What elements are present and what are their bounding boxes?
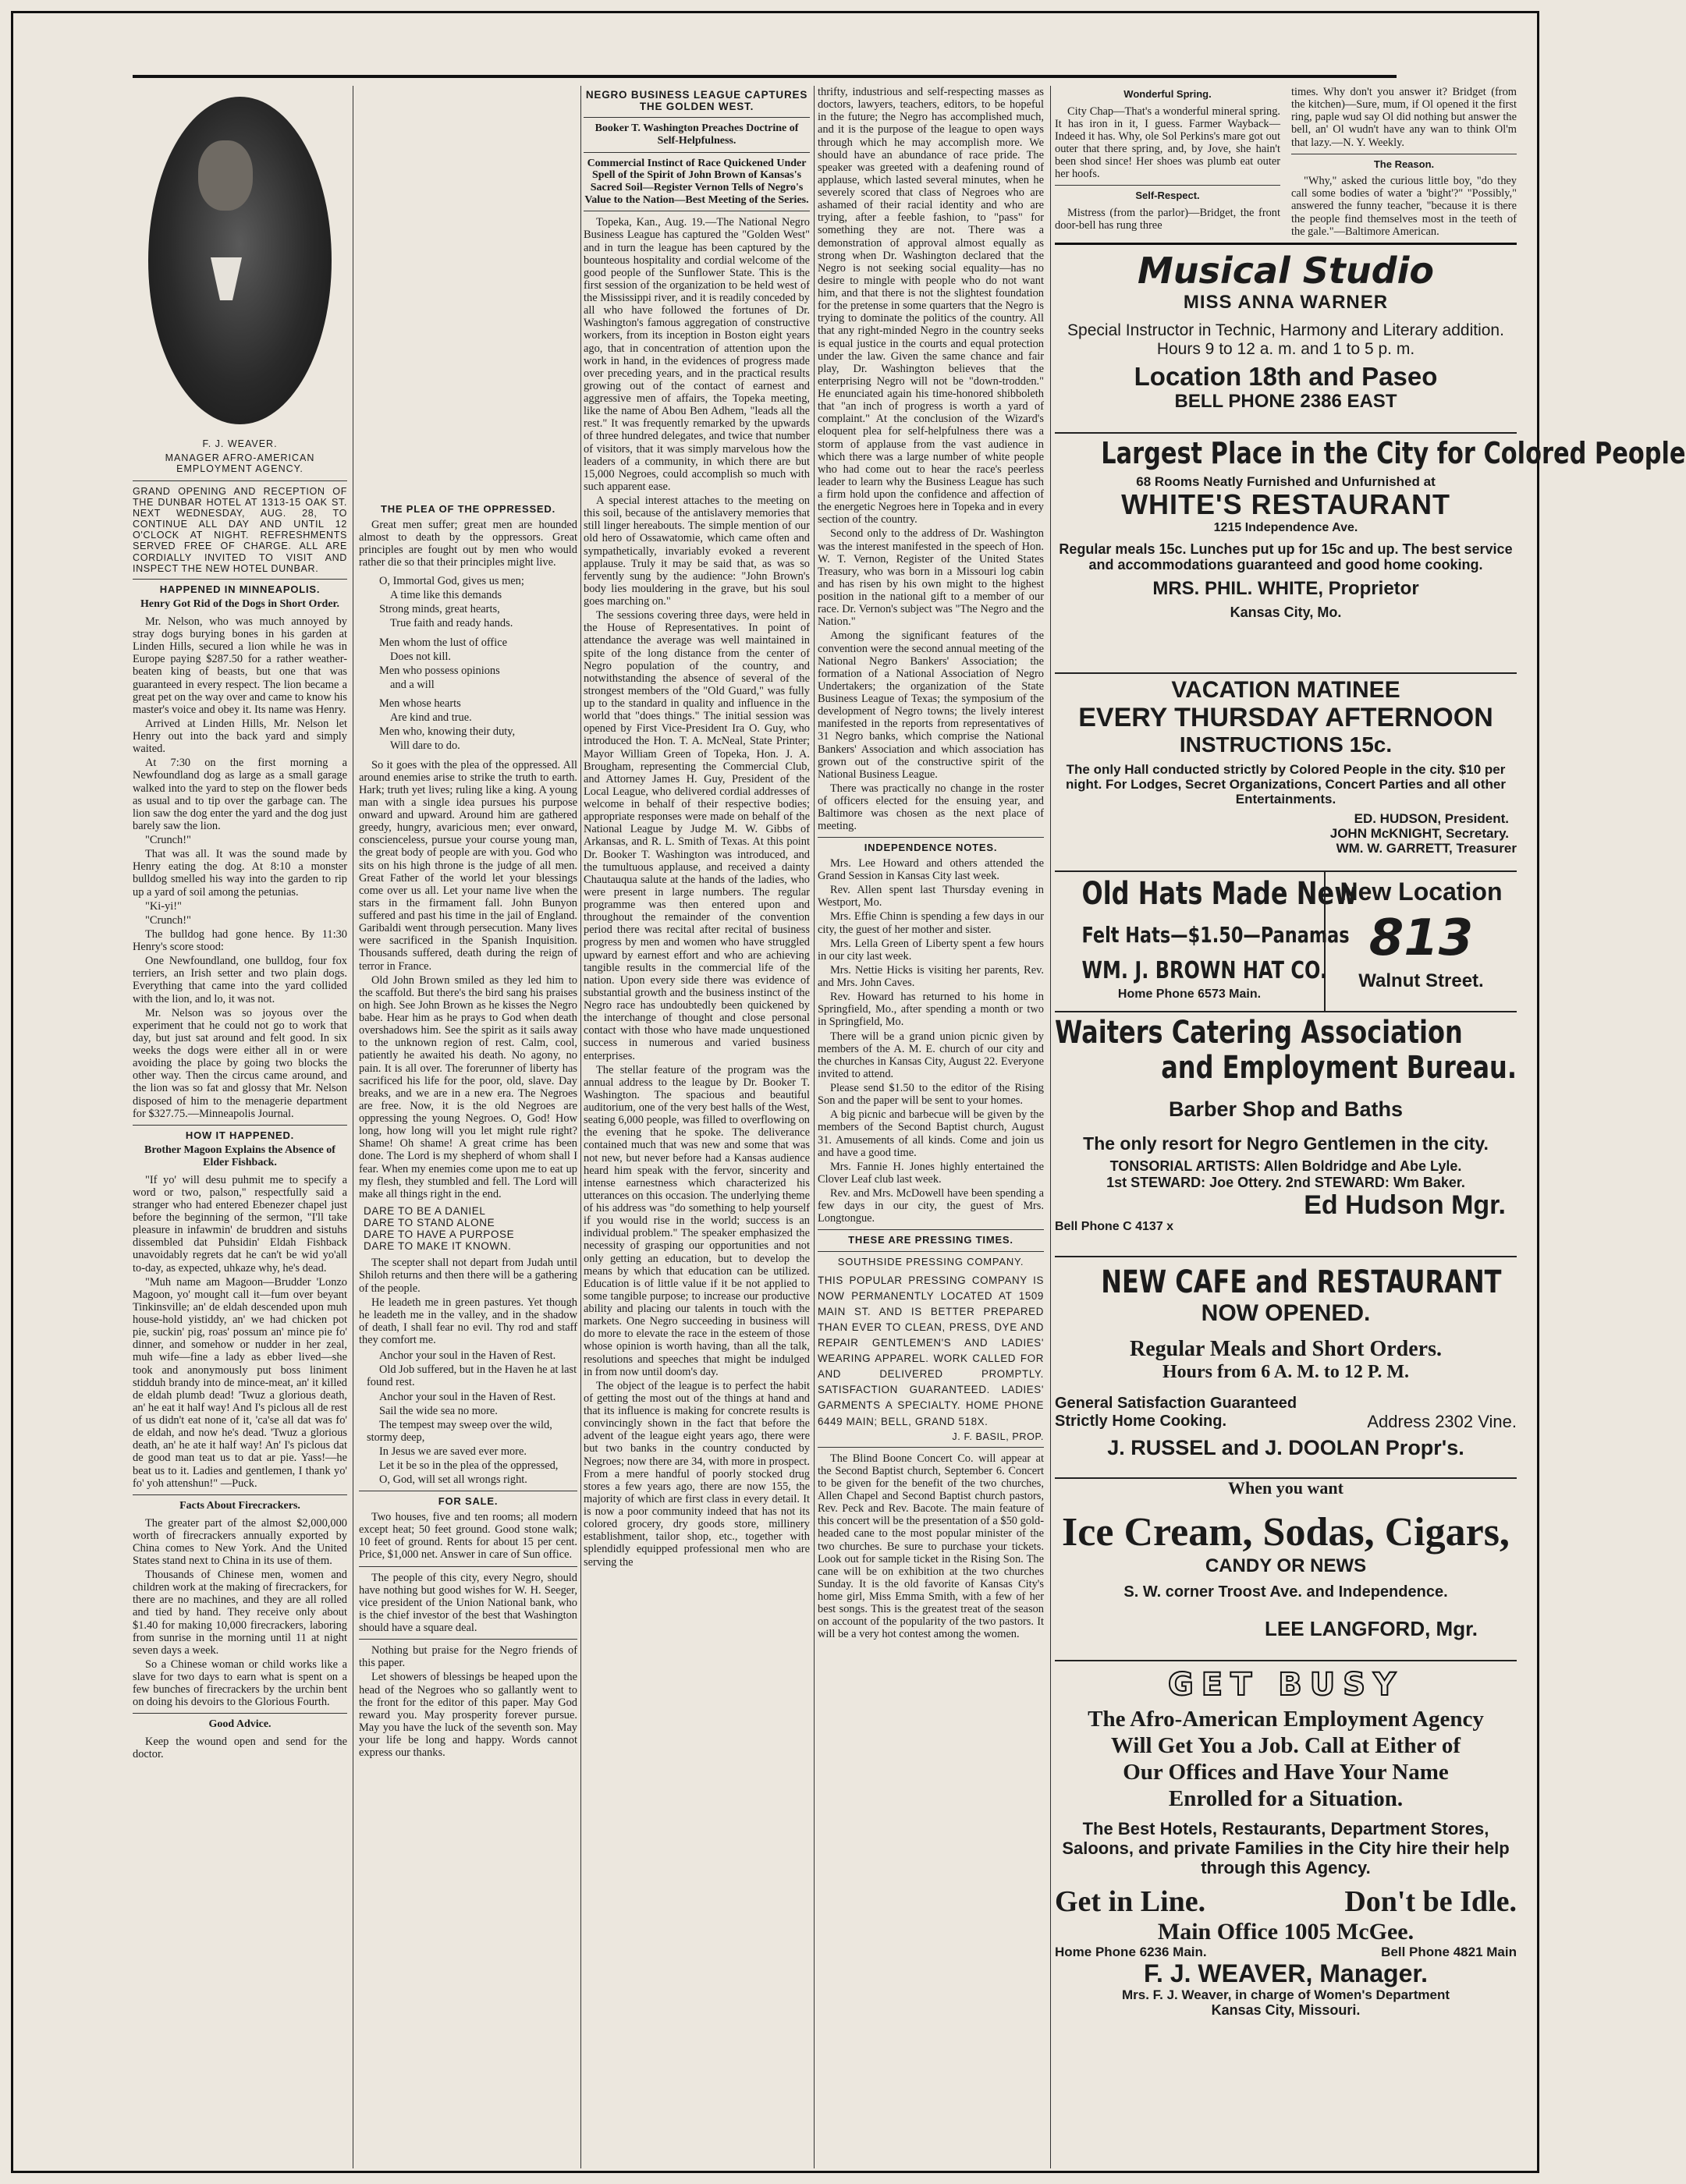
dare-line: DARE TO STAND ALONE [364,1217,495,1229]
article-paragraph: The scepter shall not depart from Judah until Shiloh returns and then there will be a gathering of the people. [359,1257,577,1295]
article-paragraph: Let showers of blessings be heaped upon the head of the Negroes who so gallantly went to the front for the editor of this paper. May God reward you. May prosperity forever pursue. May you have the luck of the seventh son. May your life be long and happy. Words cannot express our thanks. [359,1671,577,1760]
poem-line: Does not kill. [390,650,451,663]
article-paragraph: The bulldog had gone hence. By 11:30 Henry's score stood: [133,927,347,954]
poem-line: Are kind and true. [390,711,472,725]
cafe-ad [1055,1265,1517,1479]
article-paragraph: City Chap—That's a wonderful mineral spring. It has iron in it, I guess. Farmer Wayback—Indeed it has. Why, ole Sol Perkins's mare got out outer that there spring, and, by Jove, she hain't been shod since! Her shoes was plumb eat outer her hoofs. [1055,105,1280,181]
ice-cream-when: When you want [1228,1477,1343,1498]
get-busy-ad [1055,1668,1517,2019]
matinee-line2: EVERY THURSDAY AFTERNOON [1078,703,1493,733]
musical-title: Musical Studio [1138,249,1434,292]
article-paragraph: Keep the wound open and send for the doctor. [133,1736,347,1761]
ice-cream-manager: LEE LANGFORD, Mgr. [1265,1616,1478,1640]
spacer [359,86,577,501]
new-location-label: New Location [1340,877,1503,906]
reason-headline: The Reason. [1373,158,1435,170]
minneapolis-headline: HAPPENED IN MINNEAPOLIS. [159,583,321,595]
poem-line: Men whose hearts [379,697,461,711]
cafe-hours: Hours from 6 A. M. to 12 P. M. [1162,1361,1409,1382]
new-location-number: 813 [1368,909,1474,967]
matinee-officer: JOHN McKNIGHT, Secretary. [1329,825,1509,841]
whites-restaurant-ad [1055,435,1686,674]
waiters-line1: Waiters Catering Association [1055,1014,1463,1051]
poem-line: Will dare to do. [390,739,460,753]
barber-shop: Barber Shop and Baths [1168,1097,1404,1122]
poem-line: Anchor your soul in the Haven of Rest. [379,1349,556,1363]
dont-be-idle: Don't be Idle. [1344,1885,1517,1919]
musical-location: Location 18th and Paseo [1134,362,1438,392]
news-item: Mrs. Effie Chinn is spending a few days in our city, the guest of her mother and sister. [818,910,1044,936]
column-divider [580,86,581,2168]
news-item: A big picnic and barbecue will be given by the members of the Second Baptist church, August 31. Amusements of all kinds. Come and join us and have a good time. [818,1108,1044,1159]
ice-cream-title: Ice Cream, Sodas, Cigars, [1062,1510,1510,1555]
ice-cream-candy: CANDY OR NEWS [1205,1555,1367,1576]
article-paragraph: He leadeth me in green pastures. Yet though he leadeth me in the valley, and in the shadow of death, I shall fear no evil. Thy rod and staff they comfort me. [359,1296,577,1347]
poem-line: The tempest may sweep over the wild, stormy deep, [367,1418,552,1444]
column-4 [818,86,1044,2168]
waiters-stewards: 1st STEWARD: Joe Ottery. 2nd STEWARD: Wm Baker. [1106,1174,1465,1190]
news-item: Mrs. Lella Green of Liberty spent a few hours in our city last week. [818,937,1044,963]
get-busy-hotels: The Best Hotels, Restaurants, Department Stores, Saloons, and private Families in the City hire their help through this Agency. [1062,1819,1510,1877]
cafe-address: Address 2302 Vine. [1367,1411,1517,1431]
musical-studio-ad [1055,251,1517,434]
poem-line: Men whom the lust of office [379,636,507,649]
column-divider [814,86,815,2168]
get-busy-line: Will Get You a Job. Call at Either of [1110,1732,1461,1758]
new-location-street: Walnut Street. [1358,970,1484,992]
get-busy-home-phone: Home Phone 6236 Main. [1055,1945,1207,1960]
article-paragraph: Second only to the address of Dr. Washington was the interest manifested in the speech of Hon. W. T. Vernon, Register of the United States Treasury, who was born in a Missouri log cabin and has risen by his own might to the highest position in the national gift to a member of our race. Dr. Vernon's subject was "The Negro and the Nation." [818,527,1044,629]
cafe-opened: NOW OPENED. [1201,1299,1371,1326]
poem-line: Old Job suffered, but in the Haven he at last found rest. [367,1363,577,1389]
get-busy-bell-phone: Bell Phone 4821 Main [1381,1945,1517,1960]
article-paragraph: Mistress (from the parlor)—Bridget, the front door-bell has rung three [1055,206,1280,232]
poem-line: O, God, will set all wrongs right. [379,1473,527,1487]
wonderful-headline: Wonderful Spring. [1123,88,1212,100]
poem-line: A time like this demands [390,589,502,602]
pressing-headline: THESE ARE PRESSING TIMES. [848,1234,1013,1246]
ice-cream-corner: S. W. corner Troost Ave. and Independence. [1123,1583,1448,1601]
get-busy-line: Enrolled for a Situation. [1168,1786,1404,1812]
cafe-meals: Regular Meals and Short Orders. [1129,1337,1443,1362]
matinee-officer: ED. HUDSON, President. [1354,810,1509,826]
pressing-company: SOUTHSIDE PRESSING COMPANY. [837,1255,1024,1268]
divider [133,1713,347,1714]
whites-line1: Largest Place in the City for Colored People [1101,435,1686,470]
column-2 [359,86,577,2168]
poem-line: Strong minds, great hearts, [379,603,500,616]
musical-name: MISS ANNA WARNER [1183,292,1389,314]
musical-phone: BELL PHONE 2386 EAST [1174,391,1397,413]
poem-line: True faith and ready hands. [390,617,513,630]
divider [133,1494,347,1495]
matinee-line1: VACATION MATINEE [1171,676,1400,703]
whites-proprietor: MRS. PHIL. WHITE, Proprietor [1152,577,1419,599]
divider [818,1251,1044,1252]
waiters-phone: Bell Phone C 4137 x [1055,1219,1174,1233]
news-item: Mrs. Fannie H. Jones highly entertained the Clover Leaf club last week. [818,1160,1044,1186]
dare-line: DARE TO BE A DANIEL [364,1204,486,1217]
poem-line: Men who possess opinions [379,664,500,677]
poem-line: and a will [390,678,435,691]
cafe-proprietors: J. RUSSEL and J. DOOLAN Propr's. [1107,1436,1464,1460]
divider [818,1447,1044,1448]
portrait-face [198,140,253,211]
matinee-line3: INSTRUCTIONS 15c. [1179,732,1393,757]
article-paragraph: "Crunch!" [145,834,191,847]
column-5-ads [1055,86,1686,2168]
article-paragraph: "Ki-yi!" [145,899,182,913]
league-subhead: Booker T. Washington Preaches Doctrine of Self-Helpfulness. [595,122,799,147]
hat-phone: Home Phone 6573 Main. [1117,987,1262,1001]
column-1 [133,86,347,2168]
waiters-manager: Ed Hudson Mgr. [1304,1190,1506,1220]
for-sale-headline: FOR SALE. [438,1495,499,1508]
news-item: Rev. and Mrs. McDowell have been spending a few days in our city, the guest of Mrs. Longtongue. [818,1187,1044,1225]
waiters-artists: TONSORIAL ARTISTS: Allen Boldridge and Abe Lyle. [1109,1158,1462,1175]
waiters-line2: and Employment Bureau. [1161,1049,1517,1086]
news-item: Please send $1.50 to the editor of the Rising Son and the paper will be sent to your homes. [818,1082,1044,1108]
get-busy-womens-dept: Mrs. F. J. Weaver, in charge of Women's Department [1121,1987,1450,2003]
ice-cream-ad [1055,1479,1517,1661]
whites-address: 1215 Independence Ave. [1213,520,1358,534]
column-divider [1050,86,1051,2168]
whites-line2: 68 Rooms Neatly Furnished and Unfurnished at [1136,474,1436,490]
article-paragraph: "Muh name am Magoon—Brudder 'Lonzo Magoon, yo' mought call it—fum over beyant Tinkinsville; an' de eldah descended upon muh house-hold yistiddy, an' we had chicken pot pie, suckin' pig, roas' possum an' mince pie fo' dinner, and somehow or nudder in her zeal, muh wife—fine a lady as ebber lived—she took and anonymously put boss liniment stidduh brandy into de mince-meat, an' it killed de eldah plumb dead! 'Twuz a glorious death, an' he eat it half way! And I's piclous all de rest of us didn't eat none of it, 'ca'se all dat was fo' de eldah, and now he's dead. 'Twuz a glorious death, an' he ate it half way! An' I's piclous dat de good man teat us to dat ar pie. Yass!—he beat us to it. Ladies and gentlemen, I thank yo' fo' yoh attenshun!" —Puck. [133,1275,347,1490]
waiters-ad [1055,1016,1517,1257]
news-item: Mrs. Nettie Hicks is visiting her parents, Rev. and Mrs. John Caves. [818,963,1044,990]
self-respect-headline: Self-Respect. [1135,190,1200,202]
get-busy-line: The Afro-American Employment Agency [1088,1706,1484,1732]
minneapolis-subhead: Henry Got Rid of the Dogs in Short Order. [140,598,339,611]
news-item: Rev. Howard has returned to his home in Springfield, Mo., after spending a month or two in Springfield, Mo. [818,991,1044,1029]
article-paragraph: "Why," asked the curious little boy, "do they call some bodies of water a 'bight'?" "Possibly," answered the funny teacher, "because it is there the people find themselves most in the teeth of the gale."—Baltimore American. [1291,175,1517,238]
grand-opening-notice: GRAND OPENING AND RECEPTION OF THE DUNBAR HOTEL AT 1313-15 OAK ST. NEXT WEDNESDAY, AUG. 28, TO CONTINUE ALL DAY AND UNTIL 12 O'CLOCK AT NIGHT. REFRESHMENTS SERVED FREE OF CHARGE. ALL ARE CORDIALLY INVITED TO VISIT AND INSPECT THE NEW HOTEL DUNBAR. [133,486,347,574]
poem-line: Men who, knowing their duty, [379,725,516,739]
advice-headline: Good Advice. [208,1718,272,1731]
whites-meals: Regular meals 15c. Lunches put up for 15c and up. The best service and accommodations guaranteed and good home cooking. [1059,541,1513,573]
article-paragraph: So a Chinese woman or child works like a slave for two days to earn what is spent on a few bunches of firecrackers by the urchin bent on doing his devoirs to the Glorious Fourth. [133,1658,347,1709]
hat-ad [1055,872,1517,1012]
article-paragraph: Mr. Nelson was so joyous over the experiment that he could not go to work that day, but just sat around and felt good. In six weeks the dogs were either all in or were avoiding the place by going two blocks the other way. Then the circus came around, and the lion was so fat and glossy that Mr. Nelson disposed of him to the menagerie department for $327.75.—Minneapolis Journal. [133,1006,347,1120]
divider [133,480,347,481]
article-paragraph: Thousands of Chinese men, women and children work at the making of firecrackers, for there are no machines, and they are all rolled and tied by hand. They receive only about $1.40 for making 10,000 firecrackers, laboring from sunrise in the morning until 11 at night seven days a week. [133,1569,347,1657]
article-paragraph: times. Why don't you answer it? Bridget (from the kitchen)—Sure, mum, if Ol opened it the first ring, paple wud say Ol did nothing but answer the bell, an' Ol wudn't have any wan to think Ol'm that lazy.—N. Y. Weekly. [1291,86,1517,149]
divider [133,579,347,580]
plea-headline: THE PLEA OF THE OPPRESSED. [380,503,555,515]
divider [359,1566,577,1567]
poem-line: Sail the wide sea no more. [379,1404,498,1417]
independence-headline: INDEPENDENCE NOTES. [864,842,998,854]
poem-line: Let it be so in the plea of the oppressed, [379,1459,559,1473]
article-paragraph: There was practically no change in the roster of officers elected for the ensuing year, and Baltimore was chosen as the next place of meeting. [818,782,1044,833]
get-busy-office: Main Office 1005 McGee. [1157,1918,1414,1945]
article-paragraph: The stellar feature of the program was the annual address to the league by Dr. Booker T. Washington. The spacious and beautiful auditorium, one of the very best halls of the West, seating 6,000 people, was filled to overflowing on the evening that he spoke. The deliverance contained much that was new and some that was not new, but never before had a Kansas audience heard him speak with the fervor, sincerity and intense earnestness which characterized his utterances on this occasion. The underlying theme of his address was "do something to help yourself if you would rise in the world; success is an individual problem." The speaker emphasized the necessity of grasping our opportunities and not only getting an education, but to develop the means by which that education can be utilized. Education is of little value if it be not applied to some tangible purpose; to increase our productive ability and placing our talents in touch with the markets. One Negro succeeding in business will do more to elevate the race in the esteem of those whose opinion is worth having, than all the talk, resolutions and speeches that might be indulged in from now until doom's day. [584,1063,810,1378]
cafe-cooking: Strictly Home Cooking. [1055,1412,1227,1430]
poem-line: Anchor your soul in the Haven of Rest. [379,1390,556,1403]
article-paragraph: The sessions covering three days, were held in the House of Representatives. In point of attendance the average was well maintained in spite of the long distance from the center of Negro population of the country, and notwithstanding the absence of several of the strongest members of the "Old Guard," was fully up to the standard in quality and influence in the world that "does things." The initial session was opened by First Vice-President Ira O. Guy, who introduced the Hon. T. A. McNeal, State Printer; Mayor William Green of Topeka, Hon. J. A. Brougham, representing the Commercial Club, and Attorney James H. Guy, President of the Local League, who delivered cordial addresses of welcome in behalf of their respective bodies; appropriate responses were made on behalf of the National League by Judge M. W. Gibbs of Arkansas, and R. L. Smith of Texas. At this point Dr. Booker T. Washington was introduced, and the tumultuous applause, and received a dainty Chautauqua salute at the hands of the ladies, who were present in large numbers. The regular programme was then entered upon and throughout the remainder of the convention period there was recital after recital of business progress by men and women who have struggled upward by earnest effort and who are achieving tangible results in the commercial life of the nation. Upon every side there was evidence of substantial growth and the business instinct of the Negro race has undoubtedly been quickened by the interchange of thought and close personal contact with those who have made unquestioned success in numerous and varied business enterprises. [584,609,810,1062]
portrait-photo [133,86,347,476]
article-paragraph: The Blind Boone Concert Co. will appear at the Second Baptist church, September 6. Concert to be given for the benefit of the two churches, Allen Chapel and Second Baptist church pastors, Rev. Peck and Rev. Bacote. The main feature of this concert will be the presentation of a $50 gold-headed cane to the most popular minister of the two churches. Be sure to purchase your tickets. Look out for sample ticket in the Rising Son. The cane will be on exhibition at the two churches Sunday. It is the old favorite of Kansas City's home girl, Miss Emma Smith, with a few of her best songs. This is the greatest treat of the season on account of the popularity of the two pastors. It will be a very hot contest among the women. [818,1452,1044,1641]
article-paragraph: Topeka, Kan., Aug. 19.—The National Negro Business League has captured the "Golden West" and in turn the league has been captured by the bounteous hospitality and cordial welcome of the good people of the Sunflower State. This is the first session of the organization to be held west of the Mississippi river, and it is readily conceded by all who have followed the fortunes of Dr. Washington's famous aggregation of constructive workers, from its inception in Boston eight years ago, that in concentration of attention upon the work in hand, in the evidences of progress made over preceding years, and in the practical results growing out of the contact of earnest and aggressive men of affairs, the Topeka meeting, like the name of Abou Ben Adhem, "leads all the rest." It was frequently remarked by the upwards of three hundred delegates, and twice that number of visitors, that it was simply marvelous how the leaders of a community, in which there are but 15,000 Negroes, could accomplish so much with such apparent ease. [584,216,810,493]
matinee-officer: WM. W. GARRETT, Treasurer [1336,840,1517,856]
news-item: Mrs. Lee Howard and others attended the Grand Session in Kansas City last week. [818,856,1044,883]
divider [818,1229,1044,1230]
pressing-ad: THIS POPULAR PRESSING COMPANY IS NOW PERMANENTLY LOCATED AT 1509 MAIN ST. AND IS BETTER PREPARED THAN EVER TO CLEAN, PRESS, DYE AND REPAIR GENTLEMEN'S AND LADIES' WEARING APPAREL. WORK CALLED FOR AND DELIVERED PROMPTLY. SATISFACTION GUARANTEED. LADIES' GARMENTS A SPECIALTY. HOME PHONE 6449 MAIN; BELL, GRAND 518X. [818,1274,1044,1427]
article-paragraph: So it goes with the plea of the oppressed. All around enemies arise to strike the truth to earth. Hark; truth yet lives; ruling like a king. A young man with a single idea pursues his purpose onward and upward. Around him are gathered greedy, hungry, avaricious men; ever onward, conscienceless, pursue your course young man, the great body of people are with you. God who sits on his high throne is the judge of all men. Great Father of the world let your blessings come over us all. Let your name live when the stars in the firmament fall. John Bunyon suffered and past his time in the jail of England. Garibaldi went through persecution. Many lives were sacrificed in the Spanish Inquisition. Thousands suffered, death during the reign of terror in France. [359,758,577,973]
divider [818,837,1044,838]
divider [1055,185,1280,186]
article-paragraph: "If yo' will desu puhmit me to specify a word or two, palson," respectfully said a stranger who had entered Ebenezer chapel just before the beginning of the sermon, "I'll take pleasure in infawmin' de bruddren and sistuhs dissembled dat Puhsidin' Eldah Fishback unavoidably regrets dat he can't be wid yo'all to-day, as expected, uhkaze why, he's dead. [133,1173,347,1275]
league-headline: NEGRO BUSINESS LEAGUE CAPTURES THE GOLDEN WEST. [585,89,808,113]
poem-line: In Jesus we are saved ever more. [379,1445,527,1459]
get-busy-city: Kansas City, Missouri. [1211,2002,1361,2019]
article-paragraph: Old John Brown smiled as they led him to the scaffold. But there's the bird sang his praises on high. See John Brown as he kisses the Negro babe. Hear him as he prays to God when death overshadows him. See the spirit as it sails away to the unknown region of rest. Calm, cool, patiently he awaited his death. No agony, no pain. It is all over. The forerunner of liberty has sacrificed his life for the poor, old, slave. Day breaks, and we are in a new era. The Negroes are free. Now, it is the old Negroes are oppressing the young Negroes. O, God! How long, how long will you let might rule right? Shame! Oh shame! A great crime has been done. The Lord is my shepherd of whom shall I fear. When my enemies come upon me to eat up my flesh, they stumbled and fell. The Lord will make all things right in the end. [359,973,577,1200]
hat-title: Old Hats Made New [1081,875,1358,912]
matinee-ad [1055,677,1517,872]
dare-line: DARE TO HAVE A PURPOSE [364,1228,515,1241]
article-paragraph: The people of this city, every Negro, should have nothing but good wishes for W. H. Seeger, vice president of the Union National bank, who is the chief investor of the best that Washington should have a square deal. [359,1571,577,1635]
article-paragraph: Great men suffer; great men are hounded almost to death by the oppressors. Great principles are fought out by men who would rather die so that their principles might live. [359,518,577,569]
hat-company: WM. J. BROWN HAT CO. [1081,956,1327,984]
cafe-satisfaction: General Satisfaction Guaranteed [1055,1395,1297,1413]
article-paragraph: The greater part of the almost $2,000,000 worth of firecrackers annually exported by China comes to New York. And the United States stand next to China in its use of them. [133,1516,347,1567]
divider [359,1639,577,1640]
get-busy-title: GET BUSY [1167,1666,1404,1703]
news-item: Rev. Allen spent last Thursday evening in Westport, Mo. [818,884,1044,909]
article-paragraph: Nothing but praise for the Negro friends of this paper. [359,1644,577,1670]
article-paragraph: The object of the league is to perfect the habit of getting the most out of the things at hand and that its influence is making for concrete results is convincingly shown in the fact that before the advent of the league eight years ago, there were but two banks in the country conducted by Negroes; now there are 34, with more in prospect. From a mere handful of poorly stocked drug stores a few years ago, there are now 155, the majority of which are first class in every detail. It is now a poor community indeed that has not its colored grocery, dry goods store, millinery establishment, tailor shop, etc., together with splendidly equipped professional men who are serving the [584,1379,810,1569]
matinee-desc: The only Hall conducted strictly by Colored People in the city. $10 per night. For Lodges, Secret Organizations, Concert Parties and all other Entertainments. [1066,761,1506,807]
article-paragraph: "Crunch!" [145,913,191,927]
divider [584,117,810,118]
waiters-resort: The only resort for Negro Gentlemen in the city. [1083,1133,1489,1154]
get-busy-line: Our Offices and Have Your Name [1123,1760,1449,1785]
article-paragraph: Among the significant features of the convention were the second annual meeting of the National Negro Bankers' Association; the formation of a National Association of Negro Undertakers; the organization of the State Business League of Texas; the symposium of the development of Negro towns; the lively interest manifested in the reports from representatives of 31 Negro banks, which comprise the National Bankers' Association and which association has grown out of the constructive spirit of the National Business League. [818,629,1044,781]
whites-title: WHITE'S RESTAURANT [1121,488,1450,521]
article-paragraph: thrifty, industrious and self-respecting masses as doctors, lawyers, teachers, editors, to be hopeful in the future; the Negro has accomplished much, and it is the purpose of the league to open ways through which he may accomplish more. We should have an abundance of race pride. The speaker was greeted with a deafening round of applause, which lasted several minutes, when he severely scored that class of Negroes who are ashamed of their racial identity and who are trying, after a feeble fashion, to "pass" for something they are not. There was a demonstration of approval almost equally as strong when Dr. Washington declared that the Negro is not seeking social equality—has no desire to mingle with people who do not want him, and that there is not the slightest foundation for the pretense in some quarters that the Negro is trying to dominate the politics of the country. All that any right-minded Negro in the country seeks is equal justice in the courts and equal protection under the law. Given the same chance and fair play, Dr. Washington believes that the enterprising Negro will not be "down-trodden." He enunciated again his time-honored shibboleth that "an inch of progress is worth a yard of complaint." At the conclusion of the Wizard's eloquent plea for self-helpfulness there was a storm of applause from the vast audience in which there was a large number of white people who had come out to hear the race's peerless leader to learn why the Business League has such a firm hold upon the confidence and affection of the energetic Negroes here in Topeka and in every section of the country. [818,86,1044,526]
article-paragraph: Mr. Nelson, who was much annoyed by stray dogs burying bones in his garden at Linden Hills, secured a lion while he was in Europe paying $287.50 for a rather weather-beaten king of beasts, but one that was guaranteed in every respect. The lion became a great pet on the way over and came to know his master's voice and obey it. Its name was Henry. [133,615,347,716]
news-item: There will be a grand union picnic given by members of the A. M. E. church of our city and the churches in Kansas City, August 22. Everyone invited to attend. [818,1030,1044,1080]
hat-felt: Felt Hats—$1.50—Panamas [1081,921,1350,948]
article-paragraph: One Newfoundland, one bulldog, four fox terriers, an Irish setter and two plain dogs. Everything that came into the yard collided with the lion, and lo, it was not. [133,955,347,1005]
top-rule [133,75,1397,78]
whites-city: Kansas City, Mo. [1230,604,1342,620]
musical-desc: Special Instructor in Technic, Harmony and Literary addition. Hours 9 to 12 a. m. and 1 to 5 p. m. [1067,321,1504,358]
article-paragraph: Two houses, five and ten rooms; all modern except heat; 50 feet ground. Good stone walk; 10 feet of ground. Rents for about 15 per cent. Price, $1,000 net. Answer in care of Sun office. [359,1511,577,1562]
article-paragraph: That was all. It was the sound made by Henry eating the dog. At 8:10 a monster bulldog smelled his way into the garden to rip up a yard of soil among the petunias. [133,848,347,899]
firecrackers-headline: Facts About Firecrackers. [179,1499,300,1512]
portrait-title: MANAGER AFRO-AMERICAN EMPLOYMENT AGENCY. [165,452,315,474]
league-subhead-2: Commercial Instinct of Race Quickened Under Spell of the Spirit of John Brown of Kansas's Sacred Soil—Register Vernon Tells of Negro's Value to the Nation—Best Meeting of the Series. [584,157,809,206]
dare-line: DARE TO MAKE IT KNOWN. [364,1240,512,1253]
article-paragraph: Arrived at Linden Hills, Mr. Nelson let Henry out into the back yard and simply waited. [133,717,347,756]
divider [584,152,810,153]
get-in-line: Get in Line. [1055,1885,1206,1919]
article-paragraph: A special interest attaches to the meeting on this soil, because of the antislavery memories that still linger hereabouts. The simple mention of our old hero of Ossawatomie, which came often and sympathetically, invariably evoked a reverent applause. Truly it may be said that, as was so fervently sung by the audience: "John Brown's body lies mouldering in the grave, but his soul goes marching on." [584,495,810,608]
how-headline: HOW IT HAPPENED. [185,1129,295,1141]
get-busy-manager: F. J. WEAVER, Manager. [1144,1959,1428,1987]
pressing-proprietor: J. F. BASIL, PROP. [952,1431,1044,1442]
column-3 [584,86,810,2168]
article-paragraph: At 7:30 on the first morning a Newfoundland dog as large as a small garage walked into the yard to step on the flower beds as usual and to tip over the garbage can. The lion saw the dog enter the yard and the dog just barely saw the lion. [133,757,347,832]
portrait-name: F. J. WEAVER. [202,438,278,449]
divider [133,1125,347,1126]
how-subhead: Brother Magoon Explains the Absence of Elder Fishback. [144,1144,335,1169]
poem-line: O, Immortal God, gives us men; [379,575,524,588]
cafe-title: NEW CAFE and RESTAURANT [1101,1264,1502,1300]
